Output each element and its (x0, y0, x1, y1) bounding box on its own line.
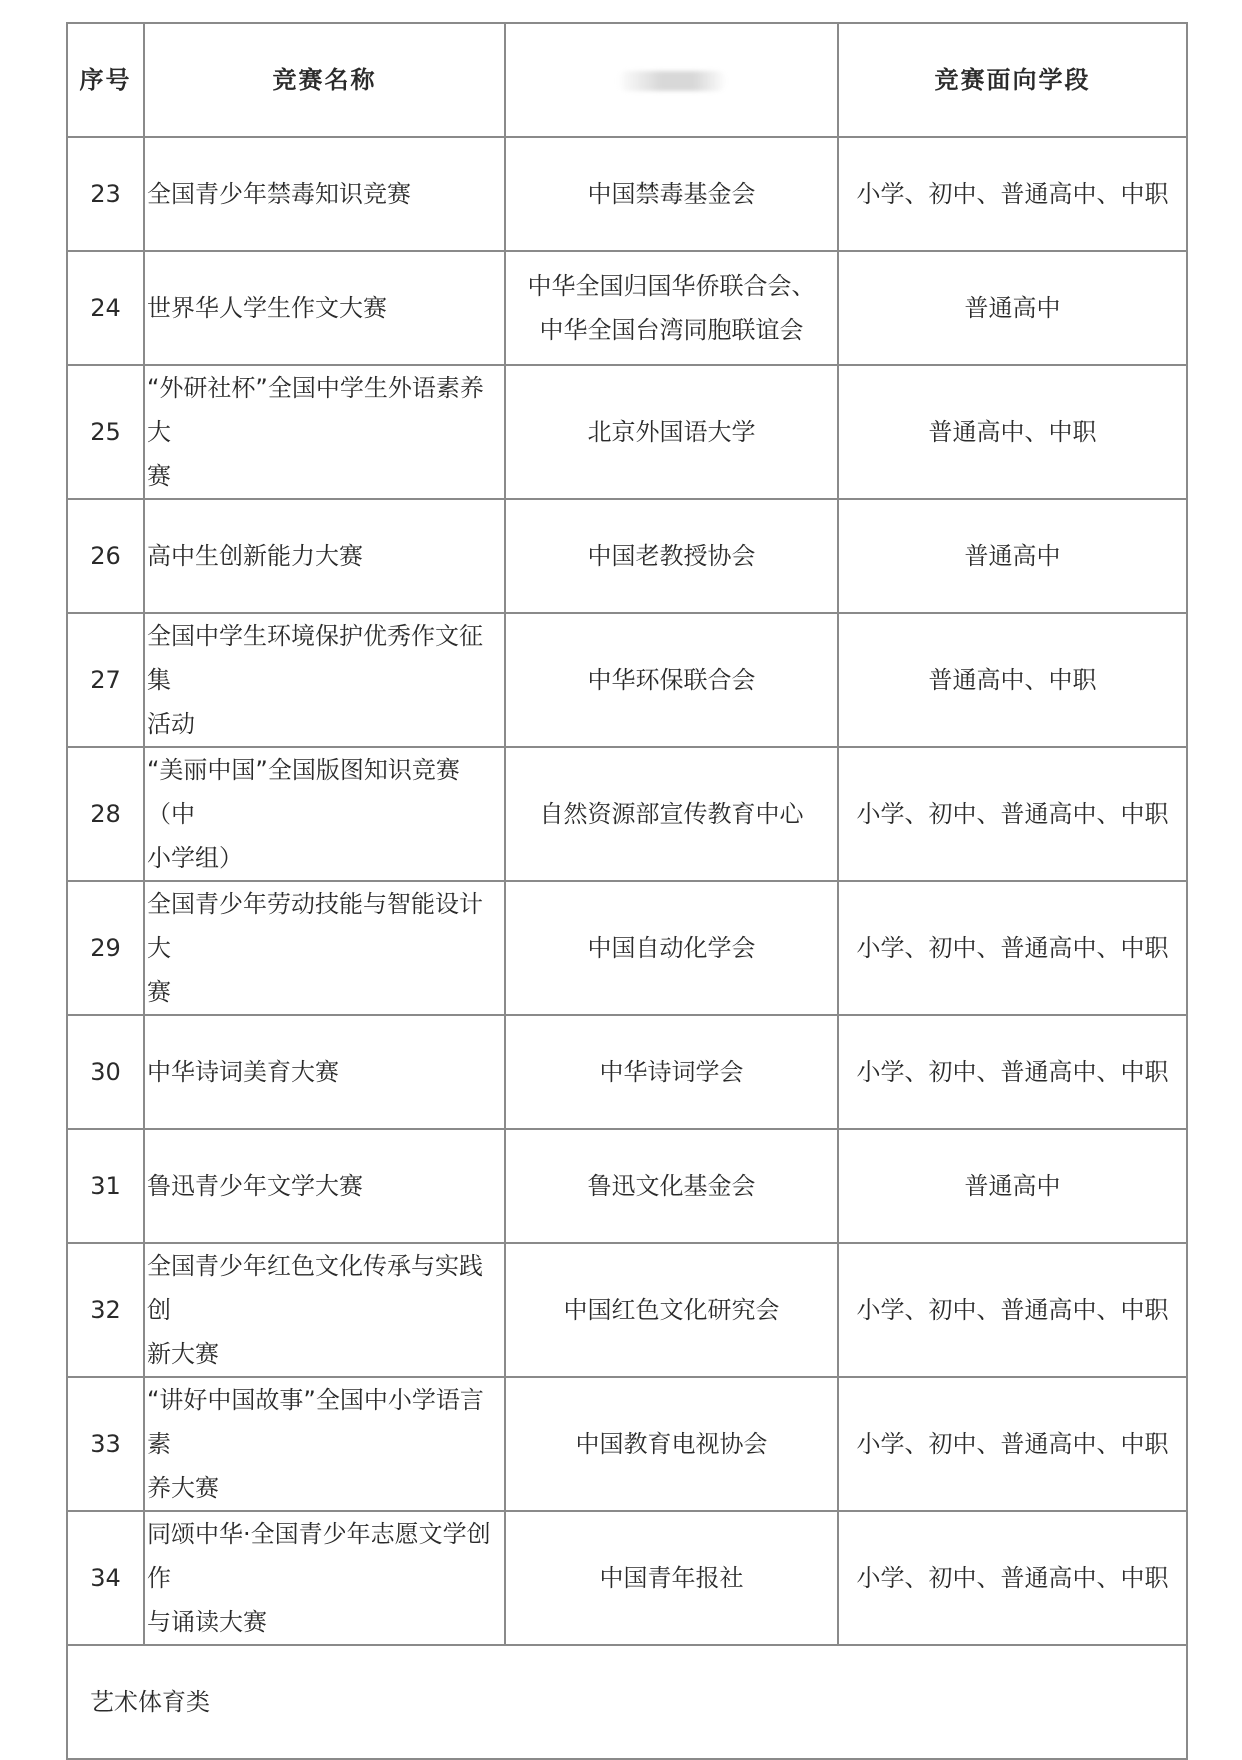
organizer-line: 中华环保联合会 (587, 666, 756, 694)
organizer-line: 中华全国台湾同胞联谊会 (539, 316, 804, 344)
table-row (67, 251, 1187, 365)
competition-name-line: 全国青少年劳动技能与智能设计大 (147, 890, 483, 962)
school-stage: 普通高中 (838, 499, 1187, 613)
header-stage: 竞赛面向学段 (838, 23, 1187, 137)
row-index: 28 (67, 747, 144, 881)
competition-name (144, 1511, 505, 1645)
competition-name (144, 499, 505, 613)
blurred-header-text (617, 71, 727, 91)
section-row (67, 1645, 1187, 1759)
organizer (505, 499, 838, 613)
header-name: 竞赛名称 (144, 23, 505, 137)
organizer (505, 365, 838, 499)
organizer (505, 881, 838, 1015)
organizer (505, 137, 838, 251)
school-stage: 小学、初中、普通高中、中职 (838, 881, 1187, 1015)
table-row (67, 1377, 1187, 1511)
school-stage: 小学、初中、普通高中、中职 (838, 1377, 1187, 1511)
competition-name (144, 1015, 505, 1129)
organizer (505, 251, 838, 365)
organizer-line: 中华全国归国华侨联合会、 (527, 272, 816, 300)
competition-name-line: 小学组） (147, 844, 243, 872)
organizer-line: 中国红色文化研究会 (563, 1296, 780, 1324)
competition-name-line: “外研社杯”全国中学生外语素养大 (147, 374, 484, 446)
organizer-line: 中国老教授协会 (587, 542, 756, 570)
row-index: 30 (67, 1015, 144, 1129)
competition-name-line: 养大赛 (147, 1474, 219, 1502)
school-stage: 普通高中、中职 (838, 365, 1187, 499)
competition-name (144, 613, 505, 747)
table-row (67, 1015, 1187, 1129)
row-index: 26 (67, 499, 144, 613)
organizer-line: 中国自动化学会 (587, 934, 756, 962)
row-index: 29 (67, 881, 144, 1015)
row-index: 33 (67, 1377, 144, 1511)
competition-name-line: 中华诗词美育大赛 (147, 1058, 339, 1086)
table-row (67, 365, 1187, 499)
competition-table (66, 22, 1188, 1760)
competition-name (144, 365, 505, 499)
organizer (505, 1129, 838, 1243)
organizer (505, 1243, 838, 1377)
school-stage: 普通高中、中职 (838, 613, 1187, 747)
section-label: 艺术体育类 (67, 1645, 1187, 1759)
row-index: 32 (67, 1243, 144, 1377)
table-row (67, 747, 1187, 881)
competition-name-line: 世界华人学生作文大赛 (147, 294, 387, 322)
table-row (67, 881, 1187, 1015)
row-index: 31 (67, 1129, 144, 1243)
competition-name-line: 赛 (147, 978, 171, 1006)
school-stage: 小学、初中、普通高中、中职 (838, 1015, 1187, 1129)
organizer-line: 北京外国语大学 (587, 418, 756, 446)
competition-name-line: 全国中学生环境保护优秀作文征集 (147, 622, 483, 694)
competition-name-line: “讲好中国故事”全国中小学语言素 (147, 1386, 484, 1458)
competition-name-line: 新大赛 (147, 1340, 219, 1368)
table-row (67, 1243, 1187, 1377)
school-stage: 普通高中 (838, 1129, 1187, 1243)
competition-name (144, 1377, 505, 1511)
competition-name (144, 137, 505, 251)
competition-name-line: 与诵读大赛 (147, 1608, 267, 1636)
row-index: 34 (67, 1511, 144, 1645)
organizer-line: 中国青年报社 (599, 1564, 744, 1592)
row-index: 25 (67, 365, 144, 499)
school-stage: 小学、初中、普通高中、中职 (838, 137, 1187, 251)
competition-name (144, 251, 505, 365)
competition-name-line: “美丽中国”全国版图知识竞赛（中 (147, 756, 460, 828)
table-row (67, 1129, 1187, 1243)
organizer (505, 1015, 838, 1129)
competition-name-line: 高中生创新能力大赛 (147, 542, 363, 570)
organizer-line: 中国教育电视协会 (575, 1430, 768, 1458)
organizer (505, 1511, 838, 1645)
competition-name-line: 同颂中华·全国青少年志愿文学创作 (147, 1520, 491, 1592)
competition-name (144, 1243, 505, 1377)
school-stage: 小学、初中、普通高中、中职 (838, 747, 1187, 881)
table-row (67, 137, 1187, 251)
competition-name-line: 全国青少年红色文化传承与实践创 (147, 1252, 483, 1324)
organizer (505, 1377, 838, 1511)
table-body (67, 137, 1187, 1645)
competition-table-page (66, 22, 1186, 1760)
school-stage: 普通高中 (838, 251, 1187, 365)
table-row (67, 613, 1187, 747)
competition-name (144, 1129, 505, 1243)
competition-name (144, 881, 505, 1015)
competition-name-line: 鲁迅青少年文学大赛 (147, 1172, 363, 1200)
competition-name (144, 747, 505, 881)
organizer-line: 自然资源部宣传教育中心 (539, 800, 804, 828)
organizer-line: 中国禁毒基金会 (587, 180, 756, 208)
organizer-line: 鲁迅文化基金会 (587, 1172, 756, 1200)
organizer (505, 613, 838, 747)
competition-name-line: 活动 (147, 710, 195, 738)
header-organizer (505, 23, 838, 137)
row-index: 23 (67, 137, 144, 251)
row-index: 24 (67, 251, 144, 365)
table-header-row (67, 23, 1187, 137)
school-stage: 小学、初中、普通高中、中职 (838, 1243, 1187, 1377)
table-row (67, 1511, 1187, 1645)
school-stage: 小学、初中、普通高中、中职 (838, 1511, 1187, 1645)
organizer-line: 中华诗词学会 (599, 1058, 744, 1086)
table-row (67, 499, 1187, 613)
competition-name-line: 全国青少年禁毒知识竞赛 (147, 180, 411, 208)
competition-name-line: 赛 (147, 462, 171, 490)
header-index: 序号 (67, 23, 144, 137)
organizer (505, 747, 838, 881)
row-index: 27 (67, 613, 144, 747)
